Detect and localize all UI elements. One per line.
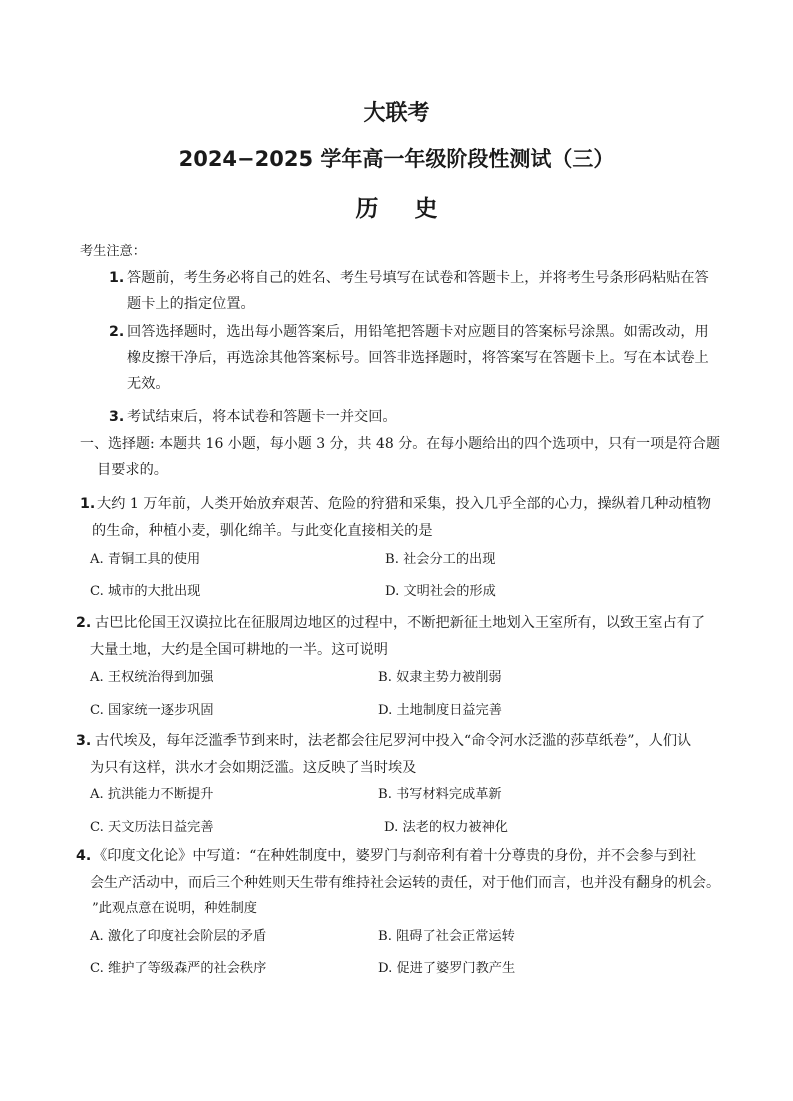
option-c: C. 天文历法日益完善 (90, 820, 214, 835)
exam-subtitle: 2024−2025 学年高一年级阶段性测试（三） (178, 147, 615, 171)
option-b: B. 奴隶主势力被削弱 (378, 670, 502, 685)
question-text: 古巴比伦国王汉谟拉比在征服周边地区的过程中，不断把新征土地划入王室所有，以致王室占有了 (95, 615, 706, 631)
option-d: D. 法老的权力被神化 (384, 820, 508, 835)
option-d: D. 文明社会的形成 (385, 584, 496, 599)
notice-heading: 考生注意： (80, 244, 146, 259)
notice-item-number: 1. (109, 270, 125, 286)
option-a: A. 抗洪能力不断提升 (90, 787, 214, 802)
option-a: A. 青铜工具的使用 (90, 552, 201, 567)
notice-item-number: 2. (109, 324, 125, 340)
notice-item-number: 3. (109, 409, 125, 425)
question-text: 的生命，种植小麦，驯化绵羊。与此变化直接相关的是 (92, 523, 433, 539)
notice-item-line: 答题前，考生务必将自己的姓名、考生号填写在试卷和答题卡上，并将考生号条形码粘贴在答 (127, 270, 709, 286)
option-c: C. 国家统一逐步巩固 (90, 703, 214, 718)
question-number: 2. (76, 615, 92, 631)
question-text: 会生产活动中，而后三个种姓则天生带有维持社会运转的责任，对于他们而言，也并没有翻身的机会。 (90, 875, 721, 891)
option-b: B. 社会分工的出现 (385, 552, 496, 567)
question-text: 大量土地，大约是全国可耕地的一半。这可说明 (90, 642, 388, 658)
option-a: A. 激化了印度社会阶层的矛盾 (90, 929, 267, 944)
exam-subject: 历 史 (355, 196, 452, 222)
option-c: C. 城市的大批出现 (90, 584, 201, 599)
notice-item-line: 橡皮擦干净后，再选涂其他答案标号。回答非选择题时，将答案写在答题卡上。写在本试卷上 (127, 350, 709, 366)
question-text: ”此观点意在说明，种姓制度 (92, 901, 257, 916)
option-b: B. 阻碍了社会正常运转 (378, 929, 515, 944)
option-a: A. 王权统治得到加强 (90, 670, 214, 685)
notice-item-line: 无效。 (127, 376, 170, 392)
question-text: 大约 1 万年前，人类开始放弃艰苦、危险的狩猎和采集，投入几乎全部的心力，操纵着几种动植物 (97, 496, 711, 512)
section-heading-cont: 目要求的。 (97, 462, 168, 478)
exam-title: 大联考 (363, 101, 430, 126)
question-number: 4. (76, 848, 92, 864)
question-number: 1. (80, 496, 96, 512)
notice-item-line: 回答选择题时，选出每小题答案后，用铅笔把答题卡对应题目的答案标号涂黑。如需改动，用 (127, 324, 709, 340)
notice-item-line: 题卡上的指定位置。 (127, 296, 255, 312)
question-number: 3. (76, 733, 92, 749)
question-text: 古代埃及，每年泛滥季节到来时，法老都会往尼罗河中投入“命令河水泛滥的莎草纸卷”，人们认 (95, 733, 692, 749)
option-b: B. 书写材料完成革新 (378, 787, 502, 802)
question-text: 为只有这样，洪水才会如期泛滥。这反映了当时埃及 (90, 760, 417, 776)
option-c: C. 维护了等级森严的社会秩序 (90, 961, 267, 976)
option-d: D. 促进了婆罗门教产生 (378, 961, 516, 976)
question-text: 《印度文化论》中写道：“在种姓制度中，婆罗门与刹帝利有着十分尊贵的身份，并不会参与到社 (93, 848, 697, 864)
section-heading: 一、选择题: 本题共 16 小题，每小题 3 分，共 48 分。在每小题给出的四个选项中，只有一项是符合题 (80, 436, 721, 452)
notice-item-line: 考试结束后，将本试卷和答题卡一并交回。 (127, 409, 397, 425)
option-d: D. 土地制度日益完善 (378, 703, 502, 718)
